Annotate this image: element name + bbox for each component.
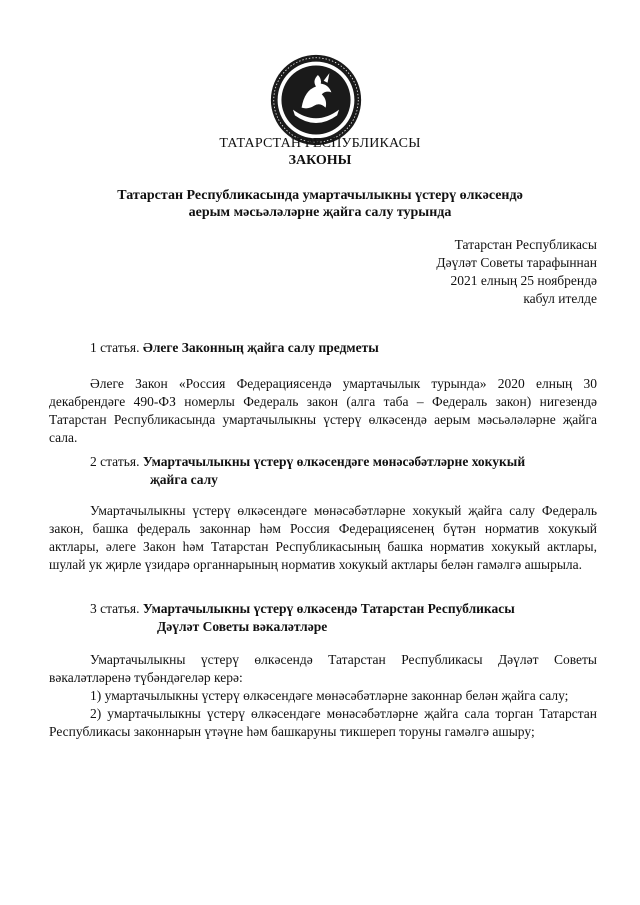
law-title-line-1: Татарстан Республикасында умартачылыкны үстерү өлкәсендә — [117, 188, 523, 203]
article-3-title-line-2: Дәүләт Советы вәкаләтләре — [157, 619, 328, 634]
article-3-intro: Умартачылыкны үстерү өлкәсендә Татарстан Республикасы Дәүләт Советы вәкаләтләренә түбәндәгеләр керә: — [49, 652, 597, 685]
article-3-item-2: 2) умартачылыкны үстерү өлкәсендәге мөнәсәбәтләрне җайга сала торган Татарстан Республикасы законнарын үтәүне һәм башкаруны тикшереп торуны гамәлгә ашыру; — [49, 706, 597, 739]
adoption-line-2: Дәүләт Советы тарафыннан — [436, 255, 597, 270]
adoption-note — [436, 236, 597, 308]
article-3-item-1: 1) умартачылыкны үстерү өлкәсендәге мөнәсәбәтләрне законнар белән җайга салу; — [90, 688, 569, 703]
article-2-heading — [49, 453, 597, 489]
article-3-body — [49, 651, 597, 741]
article-3-heading — [49, 600, 597, 636]
adoption-line-3: 2021 елның 25 ноябрендә — [450, 273, 597, 288]
article-1-heading — [90, 339, 597, 357]
article-2-title-line-2: җайга салу — [150, 472, 218, 487]
article-3-title-line-1: Умартачылыкны үстерү өлкәсендә Татарстан Республикасы — [142, 601, 515, 616]
article-3-number: 3 статья. — [90, 601, 140, 616]
article-2-text: Умартачылыкны үстерү өлкәсендәге мөнәсәбәтләрне хокукый җайга салу Федераль закон, башка федераль законнар һәм Россия Федерациясенең бүтән норматив хокукый актлары, әлеге Закон һәм Татарстан Республикасының башка норматив хокукый актлары, шулай ук җирле үзидарә органнарының норматив хокукый актлары белән гамәлгә ашырыла. — [49, 503, 597, 572]
article-1-text: Әлеге Закон «Россия Федерациясендә умартачылык турында» 2020 елның 30 декабрендәге 490-ФЗ номерлы Федераль закон (алга таба – Федераль закон) нигезендә Татарстан Республикасында умартачылыкны үстерү өлкәсендә аерым мәсьәләләрне җайга сала. — [49, 376, 597, 445]
law-title — [0, 187, 640, 221]
article-1-title: Әлеге Законның җайга салу предметы — [142, 340, 379, 355]
republic-name: ТАТАРСТАН РЕСПУБЛИКАСЫ — [219, 136, 421, 151]
coat-of-arms-emblem — [268, 52, 364, 148]
adoption-line-1: Татарстан Республикасы — [454, 237, 597, 252]
adoption-line-4: кабул ителде — [523, 291, 597, 306]
law-title-line-2: аерым мәсьәләләрне җайга салу турында — [188, 205, 452, 220]
article-1-number: 1 статья. — [90, 340, 140, 355]
law-label: ЗАКОНЫ — [288, 153, 352, 168]
article-2-number: 2 статья. — [90, 454, 140, 469]
article-2-title-line-1: Умартачылыкны үстерү өлкәсендәге мөнәсәбәтләрне хокукый — [142, 454, 526, 469]
